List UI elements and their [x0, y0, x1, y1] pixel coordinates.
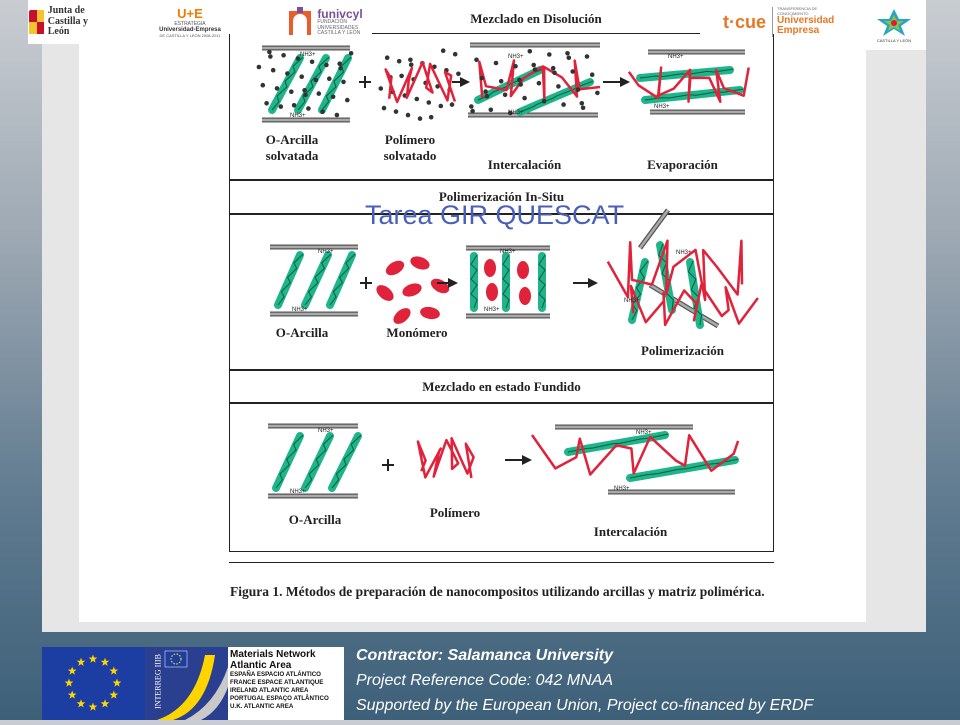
funiv-line1: FUNDACIÓN [317, 19, 348, 26]
solvent-dot [279, 104, 284, 109]
eu-flag [42, 647, 145, 720]
monomer [409, 254, 432, 272]
eu-star [68, 667, 77, 675]
monomer [519, 287, 531, 305]
s2-label-polimerizacion: Polimerización [640, 343, 725, 358]
nh3-label: NH3+ [500, 249, 516, 255]
solvent-dot [418, 116, 423, 121]
section3-title: Mezclado en estado Fundido [229, 370, 774, 404]
ue-line2: Universidad-Empresa [159, 27, 221, 33]
monomer [373, 282, 396, 304]
s1-label-polimero: Polímero solvatado [383, 132, 437, 163]
s1-label-intercalacion: Intercalación [487, 157, 562, 172]
solvent-dot [385, 55, 390, 60]
solvent-dot [394, 109, 399, 114]
nh3-label: NH3+ [484, 307, 500, 313]
tcue-line2: Empresa [777, 25, 820, 37]
solvent-dot [397, 59, 402, 64]
nh3-label: NH3+ [614, 486, 630, 492]
arrow-head-icon [460, 77, 470, 87]
eu-star [65, 679, 74, 687]
nh3-label: NH3+ [290, 113, 306, 119]
solvent-dot [513, 64, 518, 69]
solvent-dot [382, 106, 387, 111]
section1-title: Mezclado en Disolución [372, 4, 700, 34]
solvent-dot [335, 113, 340, 118]
solvent-dot [310, 60, 315, 65]
solvent-dot [427, 100, 432, 105]
solvent-dot [483, 89, 488, 94]
eu-star [110, 691, 119, 699]
solvent-dot [302, 88, 307, 93]
monomer [419, 305, 441, 320]
solvent-dot [408, 58, 413, 63]
solvent-dot [281, 53, 286, 58]
solvent-dot [257, 65, 262, 70]
footer-reference: Project Reference Code: 042 MNAA [356, 672, 614, 689]
solvent-dot [324, 63, 329, 68]
ue-line1: ESTRATEGIA [174, 21, 206, 27]
arrow-head-icon [588, 278, 598, 288]
cyl-small: CASTILLA Y LEÓN [876, 38, 912, 43]
solvent-dot [349, 51, 354, 56]
eu-star [77, 699, 86, 707]
solvent-dot [537, 81, 542, 86]
nh3-label: NH3+ [668, 54, 684, 60]
atlantic-line-3: PORTUGAL ESPAÇO ATLÂNTICO [230, 695, 329, 702]
atlantic-lines [228, 671, 344, 711]
atlantic-line-1: FRANCE ESPACE ATLANTIQUE [230, 679, 324, 686]
solvent-dot [429, 115, 434, 120]
atlantic-line-2: IRELAND ATLANTIC AREA [230, 687, 309, 694]
solvent-dot [551, 66, 556, 71]
solvent-dot [503, 93, 508, 98]
funiv-line3: CASTILLA Y LEÓN [317, 29, 361, 36]
solvent-dot [542, 99, 547, 104]
tcue-small: TRANSFERENCIA DE CONOCIMIENTO [777, 6, 818, 16]
solvent-dot [285, 71, 290, 76]
solvent-dot [267, 50, 272, 55]
s3-label-intercalacion: Intercalación [593, 524, 668, 539]
arrow-head-icon [522, 455, 532, 465]
tcue-name: t·cue [722, 11, 766, 32]
s3-label-polimero: Polímero [429, 505, 481, 520]
solvent-dot [522, 96, 527, 101]
solvent-dot [585, 54, 590, 59]
solvent-dot [415, 97, 420, 102]
nh3-label: NH3+ [292, 307, 308, 313]
solvent-dot [268, 54, 273, 59]
solvent-dot [441, 48, 446, 53]
solvent-dot [469, 104, 474, 109]
ue-mark: U+E [177, 6, 203, 21]
solvent-dot [341, 80, 346, 85]
solvent-dot [595, 91, 600, 96]
eu-stars-icon [42, 647, 145, 720]
solvent-dot [292, 103, 297, 108]
eu-star [113, 679, 122, 687]
solvent-dot [453, 52, 458, 57]
eu-star [89, 703, 98, 711]
polymer-chain [418, 438, 474, 478]
solvent-dot [303, 93, 308, 98]
polymer-chain [608, 241, 742, 300]
eu-star [101, 658, 110, 666]
monomer [383, 258, 406, 278]
solvent-dot [439, 104, 444, 109]
figure-caption: Figura 1. Métodos de preparación de nanocompositos utilizando arcillas y matriz polimérica. [230, 584, 765, 599]
section2-title: Polimerización In-Situ [229, 180, 774, 214]
solvent-dot [275, 86, 280, 91]
polymer-chain [386, 62, 455, 102]
atlantic-line-4: U.K. ATLANTIC AREA [230, 703, 294, 710]
solvent-dot [533, 67, 538, 72]
atlantic-area-logo [228, 647, 344, 720]
s1-label-o-arcilla: O-Arcilla solvatada [265, 132, 319, 163]
atlantic-line-0: ESPAÑA ESPACIO ATLÁNTICO [230, 671, 321, 678]
solvent-dot [576, 87, 581, 92]
solvent-dot [299, 74, 304, 79]
solvent-dot [337, 61, 342, 66]
funiv-name: funivcyl [317, 6, 363, 21]
solvent-dot [474, 58, 479, 63]
ue-line3: DE CASTILLA Y LEÓN 2008-2011 [159, 33, 221, 38]
eu-star [77, 658, 86, 666]
s1-label-evaporacion: Evaporación [647, 157, 718, 172]
jcyl-line1: Junta de [47, 5, 85, 17]
nh3-label: NH3+ [508, 54, 524, 60]
s3-label-o-arcilla: O-Arcilla [288, 512, 342, 527]
nh3-label: NH3+ [508, 110, 524, 116]
solvent-dot [567, 56, 572, 61]
nh3-label: NH3+ [290, 489, 306, 495]
footer-supported: Supported by the European Union, Project co-financed by ERDF [356, 697, 814, 714]
solvent-dot [379, 86, 384, 91]
solvent-dot [409, 62, 414, 67]
solvent-dot [531, 63, 536, 68]
solvent-dot [517, 78, 522, 83]
eu-star [110, 667, 119, 675]
nh3-label: NH3+ [654, 104, 670, 110]
monomer [517, 261, 529, 279]
overlay-title: Tarea GIR QUESCAT [365, 200, 625, 230]
nh3-label: NH3+ [636, 430, 652, 436]
solvent-dot [314, 78, 319, 83]
solvent-dot [479, 76, 484, 81]
s2-label-monomero: Monómero [386, 325, 448, 340]
jcyl-line2: Castilla y León [47, 15, 88, 38]
solvent-dot [271, 68, 276, 73]
tcue-line1: Universidad [777, 14, 835, 26]
solvent-dot [518, 82, 523, 87]
solvent-dot [306, 106, 311, 111]
solvent-dot [450, 102, 455, 107]
eu-star [89, 655, 98, 663]
interreg-logo [145, 647, 228, 720]
solvent-dot [570, 69, 575, 74]
footer-contractor: Contractor: Salamanca University [356, 647, 613, 664]
nh3-label: NH3+ [318, 249, 334, 255]
solvent-dot [338, 66, 343, 71]
solvent-dot [345, 98, 350, 103]
solvent-dot [580, 101, 585, 106]
solvent-dot [456, 72, 461, 77]
solvent-dot [320, 110, 325, 115]
monomer [486, 283, 498, 301]
s2-label-o-arcilla: O-Arcilla [275, 325, 329, 340]
eu-star [101, 699, 110, 707]
solvent-dot [528, 49, 533, 54]
atlantic-title: Materials Network Atlantic Area [230, 649, 316, 671]
funiv-line2: UNIVERSIDADES [317, 24, 359, 31]
nh3-label: NH3+ [318, 428, 334, 434]
solvent-dot [494, 61, 499, 66]
solvent-dot [489, 108, 494, 113]
solvent-dot [470, 109, 475, 114]
solvent-dot [552, 71, 557, 76]
nh3-label: NH3+ [676, 250, 692, 256]
solvent-dot [547, 52, 552, 57]
nh3-label: NH3+ [300, 52, 316, 58]
monomer [484, 259, 496, 277]
solvent-dot [261, 83, 266, 88]
monomer [401, 281, 424, 299]
solvent-dot [406, 113, 411, 118]
solvent-dot [485, 94, 490, 99]
solvent-dot [556, 84, 561, 89]
solvent-dot [327, 76, 332, 81]
solvent-dot [565, 51, 570, 56]
monomer [390, 305, 413, 327]
solvent-dot [399, 74, 404, 79]
interreg-label: INTERREG IIIB [153, 654, 163, 709]
solvent-dot [581, 106, 586, 111]
arrow-head-icon [448, 278, 458, 288]
solvent-dot [590, 72, 595, 77]
solvent-dot [317, 91, 322, 96]
eu-star [68, 691, 77, 699]
solvent-dot [289, 89, 294, 94]
solvent-dot [331, 95, 336, 100]
solvent-dot [264, 101, 269, 106]
clay-plate-highlight [640, 210, 668, 248]
arrow-head-icon [620, 77, 630, 87]
solvent-dot [561, 102, 566, 107]
solvent-dot [499, 79, 504, 84]
nh3-label: NH3+ [624, 298, 640, 304]
